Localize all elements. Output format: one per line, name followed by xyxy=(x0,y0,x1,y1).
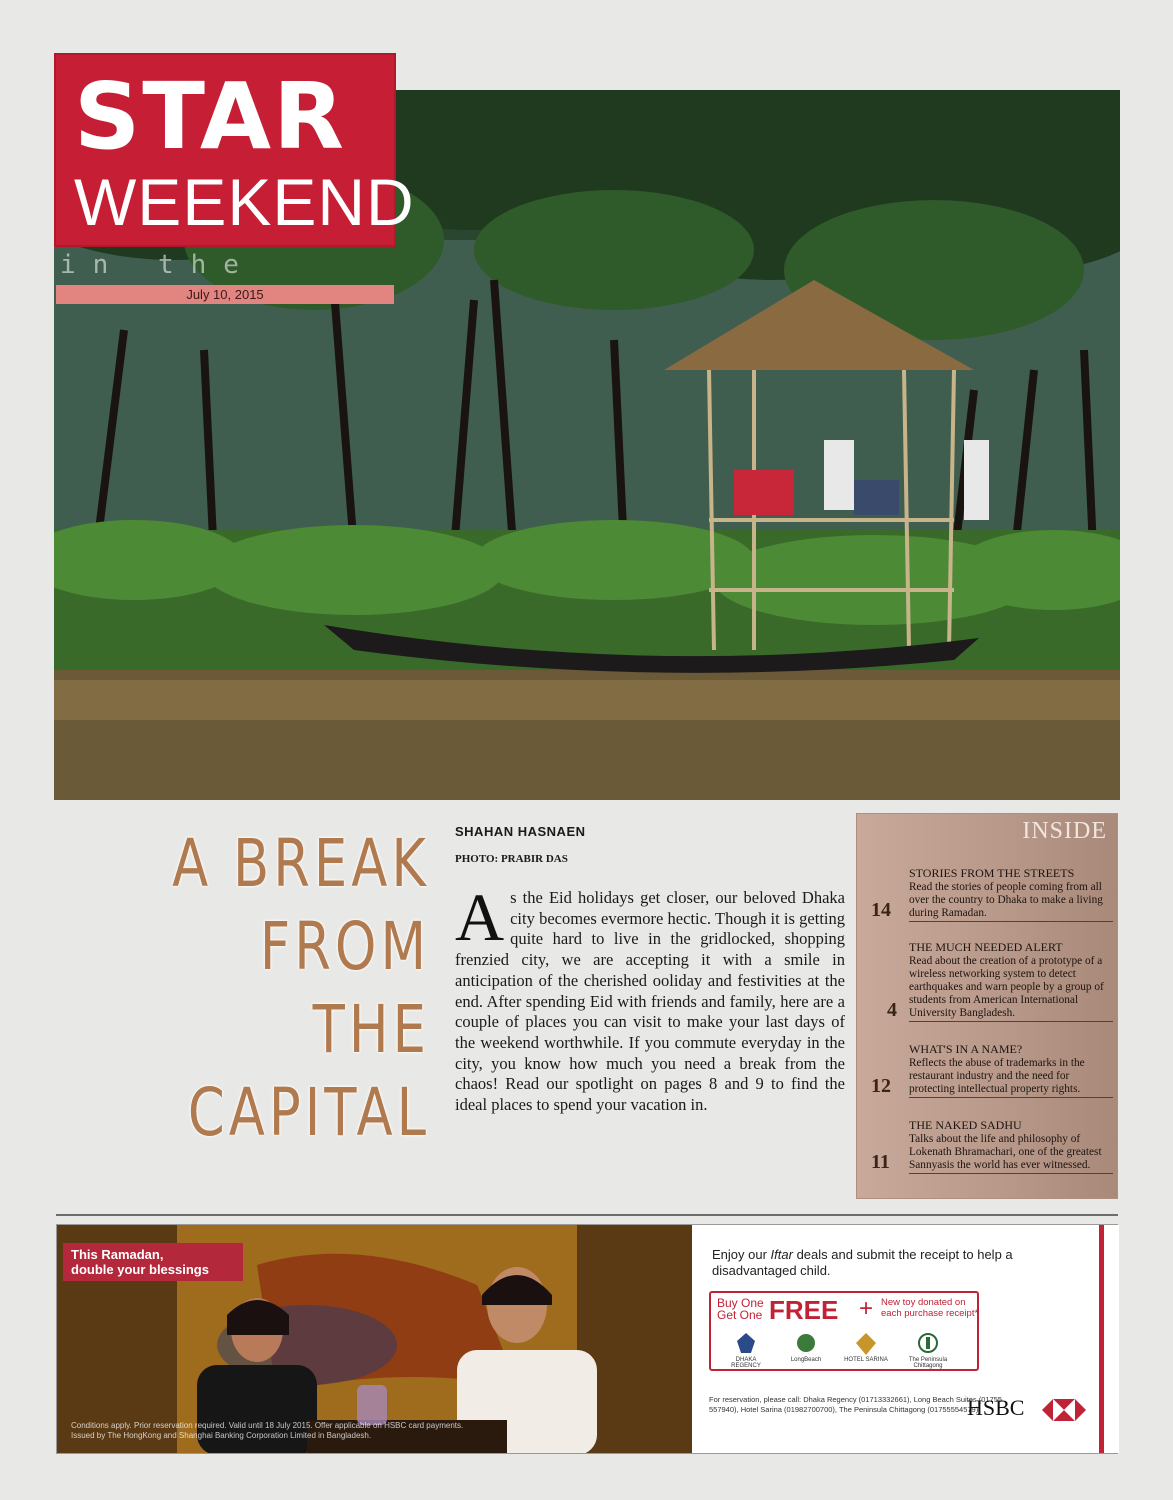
ad-intro-part: Enjoy our xyxy=(712,1247,771,1262)
ad-bogo-line: Buy One xyxy=(717,1296,764,1310)
hotel-sarina-logo xyxy=(841,1331,891,1369)
ad-toy-line: each purchase receipt* xyxy=(881,1308,979,1319)
longbeach-logo xyxy=(781,1331,831,1369)
hsbc-wordmark: HSBC xyxy=(967,1395,1025,1420)
ad-intro-emphasis: Iftar xyxy=(770,1247,793,1262)
masthead-star: STAR xyxy=(74,63,346,170)
headline-line: CAPITAL xyxy=(187,1074,430,1151)
ad-free-label: FREE xyxy=(769,1295,839,1325)
inside-item-heading: THE NAKED SADHU xyxy=(909,1118,1022,1132)
peninsula-chittagong-logo xyxy=(903,1331,953,1369)
inside-title: INSIDE xyxy=(1022,818,1107,844)
ad-red-edge xyxy=(1099,1225,1119,1453)
masthead xyxy=(56,55,415,245)
ad-intro-text xyxy=(712,1247,1032,1279)
inside-item-description: Read about the creation of a prototype of a wireless networking system to detect earthquakes and warn people by a group of students from American International University Bangladesh. xyxy=(909,955,1113,1022)
issue-date: July 10, 2015 xyxy=(186,287,264,302)
ad-fine-print-line: Conditions apply. Prior reservation required. Valid until 18 July 2015. Offer applicable on HSBC card payments. xyxy=(71,1421,464,1430)
ad-bogo xyxy=(717,1297,773,1321)
drop-cap: A xyxy=(455,879,505,955)
ad-bogo-line: Get One xyxy=(717,1308,763,1322)
ad-toy-note xyxy=(881,1297,981,1319)
masthead-weekend: WEEKEND xyxy=(74,165,415,239)
ad-intro-part: deals and submit the receipt to help a disadvantaged child. xyxy=(712,1247,1013,1278)
ad-fine-print xyxy=(71,1421,631,1441)
article-body xyxy=(455,879,845,1116)
inside-item-page: 14 xyxy=(871,899,891,921)
inside-item-description: Reflects the abuse of trademarks in the restaurant industry and the need for protecting intellectual property rights. xyxy=(909,1057,1113,1098)
ad-offer-box xyxy=(709,1291,979,1371)
author-byline: SHAHAN HASNAEN xyxy=(455,824,586,839)
ad-reservation-info: For reservation, please call: Dhaka Regency (01713332661), Long Beach Suites (01755 557940), Hotel Sarina (01982700700), The Peninsula Chittagong (01755554579) xyxy=(709,1395,1003,1414)
article-headline xyxy=(166,822,430,1154)
inside-item-heading: WHAT'S IN A NAME? xyxy=(909,1042,1023,1056)
ad-banner-line: double your blessings xyxy=(71,1262,209,1277)
ad-logo-label: LongBeach xyxy=(790,1357,822,1363)
hsbc-advertisement[interactable] xyxy=(56,1224,1118,1454)
headline-line: A BREAK xyxy=(172,825,430,902)
ad-toy-line: New toy donated on xyxy=(881,1297,966,1308)
inside-item[interactable] xyxy=(867,866,1113,922)
inside-item[interactable] xyxy=(867,940,1113,1022)
inside-panel xyxy=(856,813,1118,1199)
inside-item-description: Talks about the life and philosophy of Lokenath Bhramachari, one of the greatest Sannyasis the world has ever witnessed. xyxy=(909,1133,1113,1174)
ad-plus-sign: + xyxy=(859,1295,874,1322)
masthead-tagline: in the xyxy=(60,250,256,280)
article-body-text: s the Eid holidays get closer, our beloved Dhaka city becomes evermore hectic. Though it is getting quite hard to live in the gridlocked, shopping frenzied city, we are accepting it with a smile in anticipation of the cherished ooliday and festivities at the end. After spending Eid with friends and family, here are a couple of places you can visit to make your last days of the weekend worthwhile. If you commute everyday in the city, you know how much you need a break from the chaos! Read our spotlight on pages 8 and 9 to find the ideal places to spend your vacation in. xyxy=(455,888,845,1115)
ad-photo xyxy=(57,1225,692,1453)
headline-line: FROM THE xyxy=(259,908,430,1068)
ad-banner-line: This Ramadan, xyxy=(71,1247,164,1262)
inside-item-page: 12 xyxy=(871,1075,891,1097)
ad-fine-print-line: Issued by The HongKong and Shanghai Banking Corporation Limited in Bangladesh. xyxy=(71,1431,372,1440)
ad-logo-label: The Peninsula Chittagong xyxy=(908,1357,948,1369)
inside-item-page: 4 xyxy=(887,999,897,1021)
inside-item-page: 11 xyxy=(871,1151,890,1173)
ad-logo-label: HOTEL SARINA xyxy=(844,1357,888,1363)
inside-item-heading: THE MUCH NEEDED ALERT xyxy=(909,940,1063,954)
inside-item[interactable] xyxy=(867,1042,1113,1098)
inside-item[interactable] xyxy=(867,1118,1113,1174)
date-bar xyxy=(56,285,394,304)
photo-credit: PHOTO: PRABIR DAS xyxy=(455,853,568,865)
section-divider xyxy=(56,1214,1118,1216)
dhaka-regency-logo xyxy=(721,1331,771,1369)
ad-logo-label: DHAKA REGENCY xyxy=(731,1357,761,1369)
inside-item-heading: STORIES FROM THE STREETS xyxy=(909,866,1075,880)
ad-banner xyxy=(63,1243,243,1281)
inside-item-description: Read the stories of people coming from all over the country to Dhaka to make a living during Ramadan. xyxy=(909,881,1113,922)
hsbc-hexagon-icon xyxy=(1042,1399,1086,1421)
